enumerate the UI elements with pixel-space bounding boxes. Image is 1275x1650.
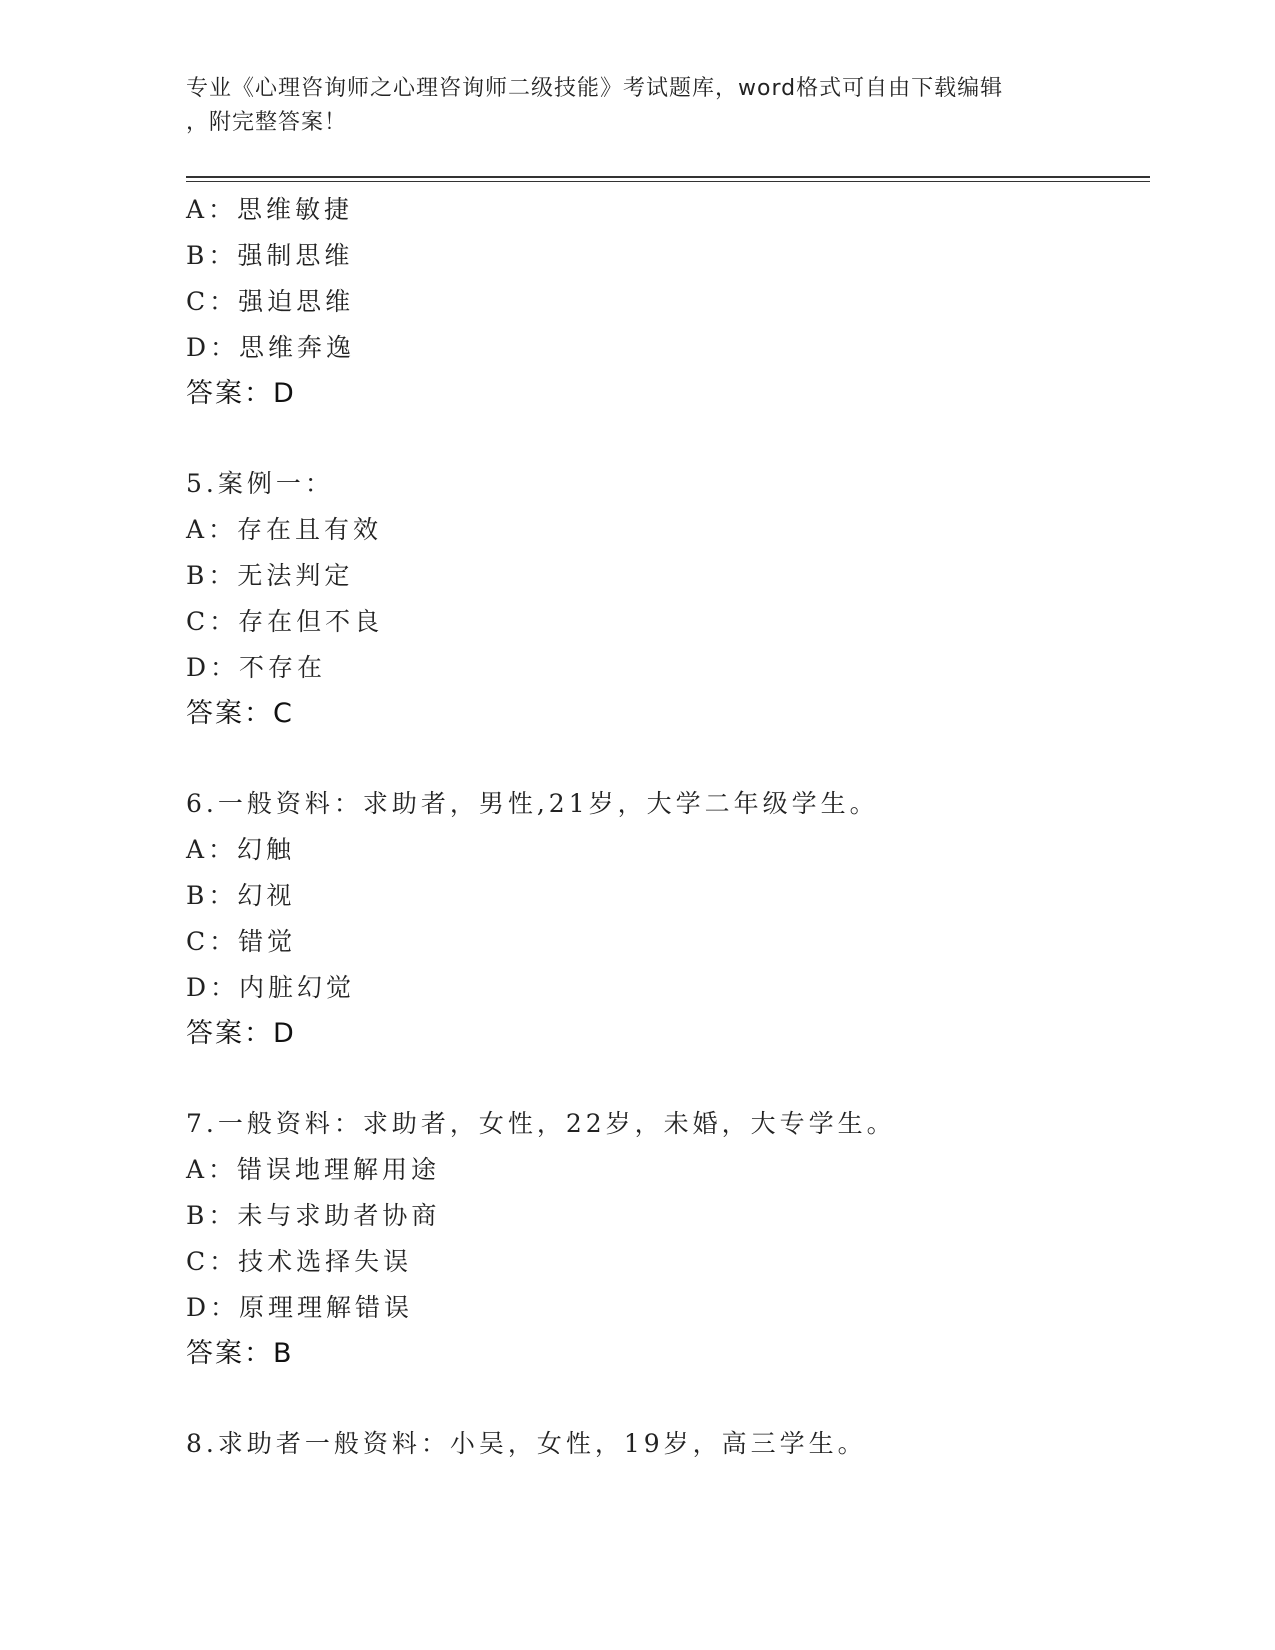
question-text: 8.求助者一般资料：小吴，女性，19岁，高三学生。 xyxy=(186,1429,867,1458)
header-divider-thin xyxy=(186,181,1150,182)
option-c: C：技术选择失误 xyxy=(186,1247,413,1276)
option-d: D：原理理解错误 xyxy=(186,1293,414,1322)
document-header xyxy=(186,72,1086,140)
spacer xyxy=(186,1377,1146,1421)
header-line-2: ，附完整答案！ xyxy=(186,110,348,135)
question-block-4 xyxy=(186,187,1146,417)
answer-line: 答案：D xyxy=(186,378,296,409)
question-list xyxy=(186,187,1146,1467)
option-a: A：存在且有效 xyxy=(186,515,383,544)
option-c: C：强迫思维 xyxy=(186,287,355,316)
option-a: A：幻触 xyxy=(186,835,296,864)
question-block-7 xyxy=(186,1101,1146,1377)
answer-line: 答案：B xyxy=(186,1338,294,1369)
option-b: B：未与求助者协商 xyxy=(186,1201,441,1230)
spacer xyxy=(186,737,1146,781)
question-text: 7.一般资料：求助者，女性，22岁，未婚，大专学生。 xyxy=(186,1109,896,1138)
question-block-5 xyxy=(186,461,1146,737)
option-d: D：思维奔逸 xyxy=(186,333,356,362)
answer-line: 答案：D xyxy=(186,1018,296,1049)
answer-line: 答案：C xyxy=(186,698,294,729)
header-divider-thick xyxy=(186,176,1150,178)
option-b: B：幻视 xyxy=(186,881,296,910)
spacer xyxy=(186,1057,1146,1101)
question-block-8 xyxy=(186,1421,1146,1467)
spacer xyxy=(186,417,1146,461)
option-b: B：无法判定 xyxy=(186,561,354,590)
question-text: 5.案例一： xyxy=(186,469,334,498)
question-block-6 xyxy=(186,781,1146,1057)
option-c: C：存在但不良 xyxy=(186,607,384,636)
option-b: B：强制思维 xyxy=(186,241,354,270)
option-a: A：思维敏捷 xyxy=(186,195,354,224)
question-text: 6.一般资料：求助者，男性,21岁，大学二年级学生。 xyxy=(186,789,879,818)
option-d: D：不存在 xyxy=(186,653,327,682)
option-c: C：错觉 xyxy=(186,927,297,956)
header-line-1: 专业《心理咨询师之心理咨询师二级技能》考试题库，word格式可自由下载编辑 xyxy=(186,76,1004,101)
option-d: D：内脏幻觉 xyxy=(186,973,356,1002)
option-a: A：错误地理解用途 xyxy=(186,1155,441,1184)
